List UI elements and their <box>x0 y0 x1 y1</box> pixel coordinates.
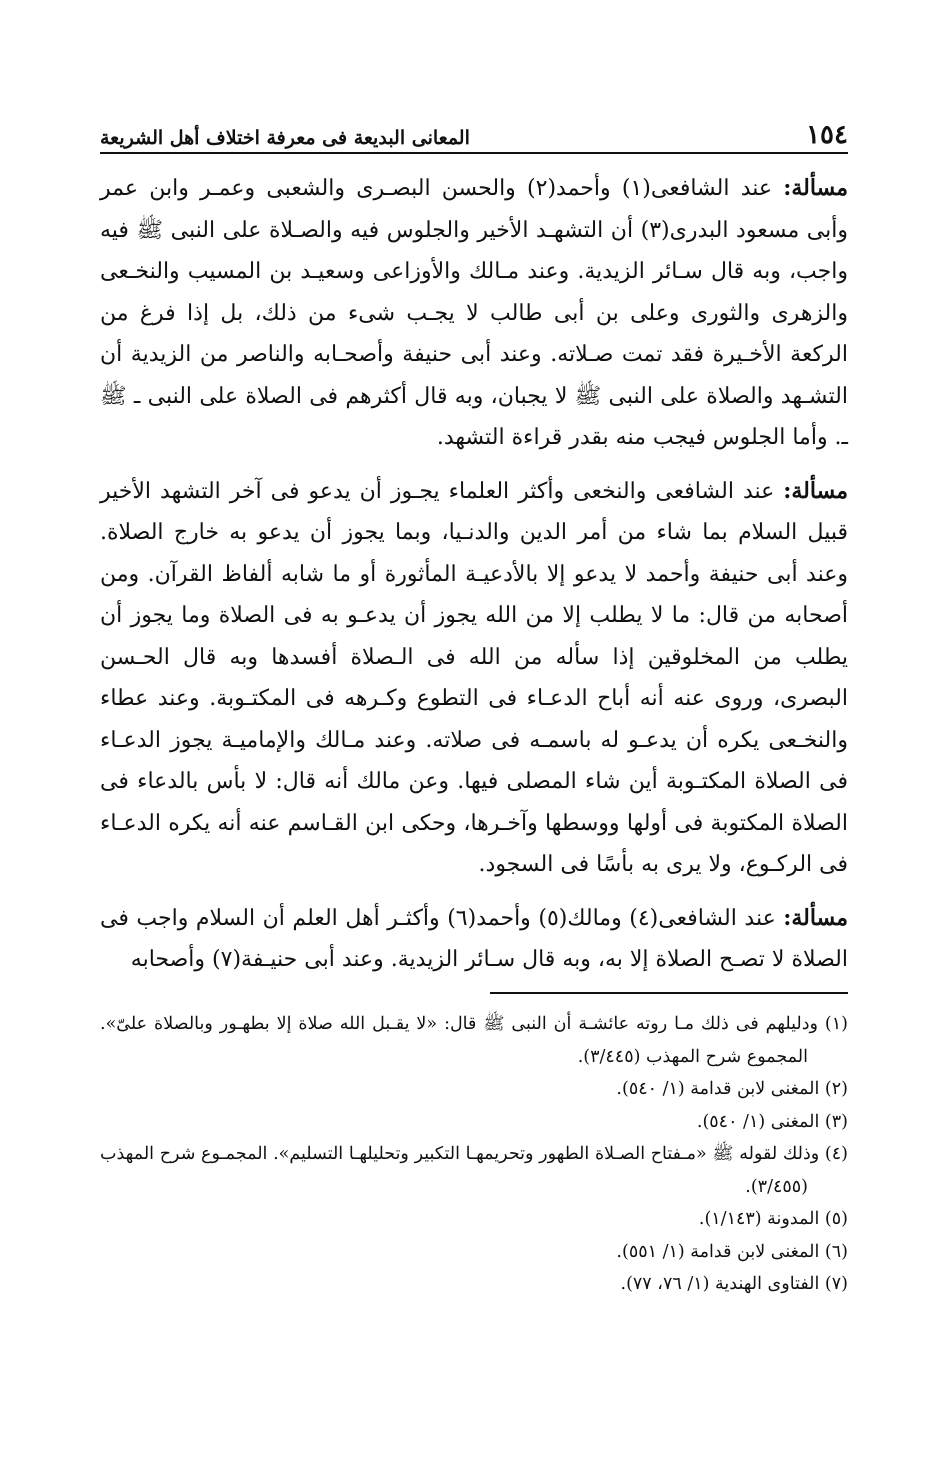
body-text <box>100 168 848 981</box>
paragraph-masala-2 <box>100 471 848 886</box>
book-page <box>100 112 848 993</box>
footnotes <box>100 1008 848 1301</box>
footnote-3: (٣) المغنى (١/ ٥٤٠). <box>696 1111 848 1132</box>
footnote-1: (١) ودليلهم فى ذلك مـا روته عائشـة أن النبى ﷺ قال: «لا يقـبل الله صلاة إلا بطهـور وبالصلاة علىّ». المجموع شرح المهذب (٣/٤٤٥). <box>100 1014 848 1067</box>
running-header <box>100 112 848 154</box>
footnote-6: (٦) المغنى لابن قدامة (١/ ٥٥١). <box>616 1241 848 1262</box>
footnote-4: (٤) وذلك لقوله ﷺ «مـفتاح الصـلاة الطهور وتحريمهـا التكبير وتحليلهـا التسليم». المجمـوع شرح المهذب (٣/٤٥٥). <box>100 1144 848 1197</box>
paragraph-lead: مسألة: <box>783 904 848 931</box>
paragraph-lead: مسألة: <box>783 477 848 504</box>
footnote-2: (٢) المغنى لابن قدامة (١/ ٥٤٠). <box>616 1079 848 1099</box>
paragraph-masala-1 <box>100 168 848 459</box>
paragraph-masala-3 <box>100 898 848 981</box>
paragraph-lead: مسألة: <box>783 175 848 201</box>
footnote-5: (٥) المدونة (١/١٤٣). <box>698 1209 848 1229</box>
page-number: ١٥٤ <box>806 120 848 150</box>
paragraph-text: عند الشافعى(٤) ومالك(٥) وأحمد(٦) وأكثـر أهل العلم أن السلام واجب فى الصلاة لا تصـح الصلاة إلا به، وبه قال سـائر الزيدية. وعند أبى حنيـفة(٧) وأصحابه <box>100 905 848 972</box>
running-title: المعانى البديعة فى معرفة اختلاف أهل الشريعة <box>100 127 470 149</box>
paragraph-text: عند الشافعى(١) وأحمد(٢) والحسن البصـرى والشعبى وعمـر وابن عمر وأبى مسعود البدرى(٣) أن التشهـد الأخير والجلوس فيه والصـلاة على النبى ﷺ فيه واجب، وبه قال سـائر الزيدية. وعند مـالك والأوزاعى وسعيـد بن المسيب والنخـعى والزهرى والثورى وعلى بن أبى طالب لا يجـب شىء من ذلك، بل إذا فرغ من الركعة الأخـيرة فقد تمت صـلاته. وعند أبى حنيفة وأصحـابه والناصر من الزيدية أن التشـهد والصلاة على النبى ﷺ لا يجبان، وبه قال أكثرهم فى الصلاة على النبى ـ ﷺ ـ. وأما الجلوس فيجب منه بقدر قراءة التشهد. <box>100 176 848 450</box>
footnote-divider <box>490 992 848 994</box>
paragraph-text: عند الشافعى والنخعى وأكثر العلماء يجـوز أن يدعو فى آخر التشهد الأخير قبيل السلام بما شاء من أمر الدين والدنـيا، وبما يجوز أن يدعو به خارج الصلاة. وعند أبى حنيفة وأحمد لا يدعو إلا بالأدعيـة المأثورة أو ما شابه ألفاظ القرآن. ومن أصحابه من قال: ما لا يطلب إلا من الله يجوز أن يدعـو به فى الصلاة وما يجوز أن يطلب من المخلوقين إذا سأله من الله فى الـصلاة أفسدها وبه قال الحـسن البصرى، وروى عنه أنه أباح الدعـاء فى التطوع وكـرهه فى المكتـوبة. وعند عطاء والنخـعى يكره أن يدعـو له باسمـه فى صلاته. وعند مـالك والإماميـة يجوز الدعـاء فى الصلاة المكتـوبة أين شاء المصلى فيها. وعن مالك أنه قال: لا بأس بالدعاء فى الصلاة المكتوبة فى أولها ووسطها وآخـرها، وحكى ابن القـاسم عنه أنه يكره الدعـاء فى الركـوع، ولا يرى به بأسًا فى السجود. <box>100 478 848 877</box>
footnote-7: (٧) الفتاوى الهندية (١/ ٧٦، ٧٧). <box>620 1274 848 1294</box>
